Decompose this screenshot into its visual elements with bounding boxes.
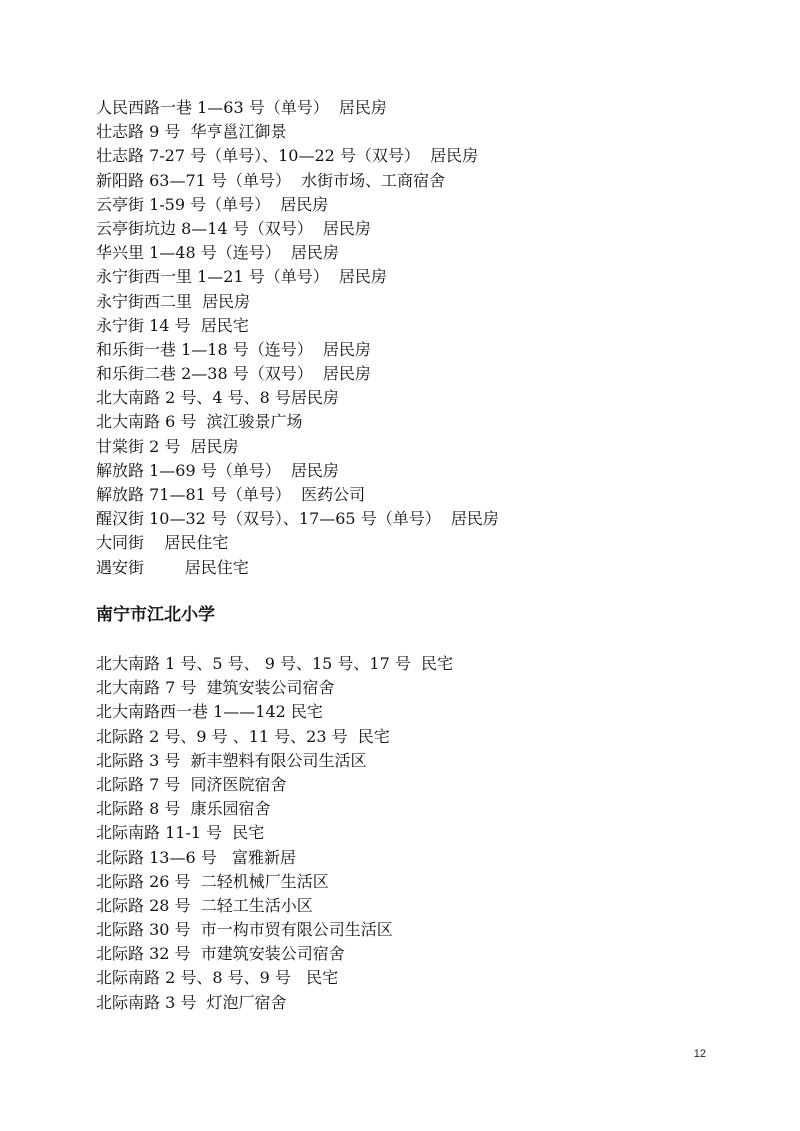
address-line: 北大南路 1 号、5 号、 9 号、15 号、17 号 民宅 (96, 654, 454, 673)
address-line: 人民西路一巷 1—63 号（单号） 居民房 (96, 98, 387, 117)
address-line: 北际路 30 号 市一构市贸有限公司生活区 (96, 920, 393, 940)
section-heading-jiangbei-primary-school: 南宁市江北小学 (96, 605, 215, 625)
address-list-section-2 (96, 652, 453, 1015)
address-line: 解放路 71—81 号（单号） 医药公司 (96, 485, 366, 504)
address-line: 永宁街西二里 居民房 (96, 291, 251, 311)
address-line: 北际南路 11-1 号 民宅 (96, 823, 265, 843)
address-line: 北际路 32 号 市建筑安装公司宿舍 (96, 944, 345, 964)
address-line: 云亭街坑边 8—14 号（双号） 居民房 (96, 218, 371, 238)
address-line: 北际路 2 号、9 号 、11 号、23 号 民宅 (96, 726, 390, 746)
address-line: 北际路 26 号 二轻机械厂生活区 (96, 871, 329, 891)
address-line: 北际路 28 号 二轻工生活小区 (96, 895, 313, 915)
address-line: 北际路 7 号 同济医院宿舍 (96, 774, 287, 794)
address-line: 北际南路 2 号、8 号、9 号 民宅 (96, 968, 339, 988)
address-line: 新阳路 63—71 号（单号） 水街市场、工商宿舍 (96, 170, 446, 190)
address-line: 北际路 3 号 新丰塑料有限公司生活区 (96, 750, 367, 770)
address-line: 大同街 居民住宅 (96, 533, 229, 553)
address-line: 和乐街一巷 1—18 号（连号） 居民房 (96, 339, 371, 359)
address-line: 壮志路 9 号 华亨邕江御景 (96, 122, 287, 142)
address-line: 北际路 13—6 号 富雅新居 (96, 847, 296, 867)
address-list-section-1 (96, 96, 499, 580)
address-line: 北大南路 6 号 滨江骏景广场 (96, 412, 303, 432)
address-line: 壮志路 7-27 号（单号）、10—22 号（双号） 居民房 (96, 146, 479, 166)
address-line: 华兴里 1—48 号（连号） 居民房 (96, 243, 339, 263)
address-line: 北际南路 3 号 灯泡厂宿舍 (96, 992, 287, 1012)
address-line: 北际路 8 号 康乐园宿舍 (96, 799, 271, 819)
address-line: 北大南路 2 号、4 号、8 号居民房 (96, 388, 339, 408)
address-line: 解放路 1—69 号（单号） 居民房 (96, 460, 339, 480)
address-line: 遇安街 居民住宅 (96, 557, 249, 577)
address-line: 永宁街西一里 1—21 号（单号） 居民房 (96, 267, 387, 287)
address-line: 和乐街二巷 2—38 号（双号） 居民房 (96, 364, 371, 384)
address-line: 甘棠街 2 号 居民房 (96, 436, 239, 456)
page-number: 12 (693, 1048, 706, 1060)
address-line: 永宁街 14 号 居民宅 (96, 315, 249, 335)
address-line: 云亭街 1-59 号（单号） 居民房 (96, 194, 329, 214)
address-line: 醒汉街 10—32 号（双号）、17—65 号（单号） 居民房 (96, 509, 499, 529)
address-line: 北大南路 7 号 建筑安装公司宿舍 (96, 678, 335, 698)
address-line: 北大南路西一巷 1——142 民宅 (96, 702, 323, 722)
